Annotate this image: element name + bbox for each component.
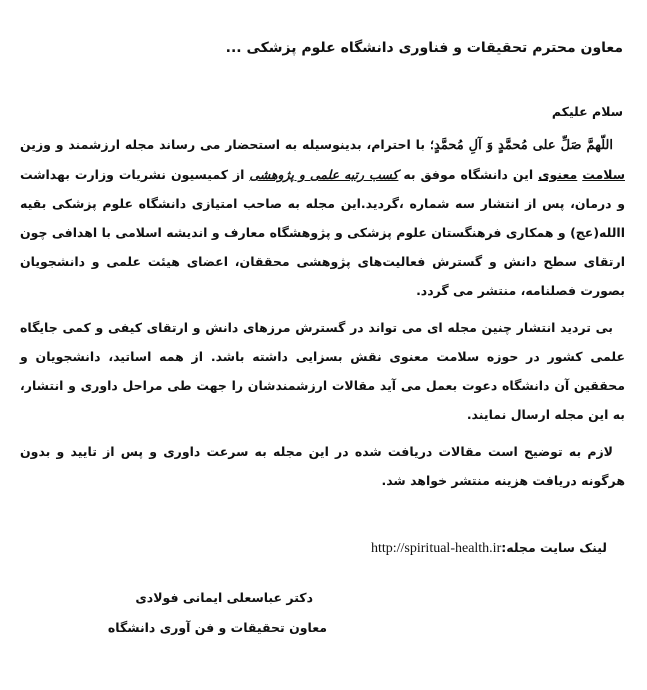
salawat-phrase: اللّهمَّ صَلِّ علی مُحمَّدٍ وَ آلِ مُحمَّدٍ؛ [429, 138, 613, 153]
paragraph-1-text-a: با احترام، بدینوسیله به استحضار می رساند مجله ارزشمند و وزین [20, 137, 430, 152]
signer-name: دکتر عباسعلی ایمانی فولادی [135, 590, 313, 605]
paragraph-2 [20, 313, 625, 429]
paragraph-1-text-b: این دانشگاه موفق به [398, 167, 539, 182]
website-row [371, 540, 607, 557]
website-label: لینک سایت مجله: [501, 540, 607, 555]
journal-name-manavi: معنوی [538, 167, 578, 182]
signature-block [108, 583, 327, 643]
letter-title: معاون محترم تحقیقات و فناوری دانشگاه علوم پزشکی ... [225, 40, 623, 56]
paragraph-1 [20, 130, 625, 305]
paragraph-3-text: لازم به توضیح است مقالات دریافت شده در این مجله به سرعت داوری و پس از تایید و بدون هرگونه دریافت هزینه منتشر خواهد شد. [20, 444, 625, 488]
journal-name-salamat: سلامت [582, 167, 625, 182]
paragraph-2-text: بی تردید انتشار چنین مجله ای می تواند در گسترش مرزهای دانش و ارتقای کیفی و کمی جایگاه علمی کشور در حوزه سلامت معنوی نقش بسزایی داشته باشد. از همه اساتید، دانشجویان و محققین آن دانشگاه دعوت بعمل می آید مقالات ارزشمندشان را جهت طی مراحل داوری و انتشار، به این مجله ارسال نمایند. [20, 320, 625, 422]
scientific-rank-phrase: کسب رتبه علمی و پژوهشی [249, 167, 399, 182]
greeting: سلام علیکم [551, 104, 623, 119]
paragraph-3 [20, 437, 625, 495]
website-link[interactable]: http://spiritual-health.ir [370, 541, 502, 556]
letter-body [20, 130, 625, 495]
paragraph-1-text-c: از کمیسیون نشریات وزارت بهداشت و درمان، پس از انتشار سه شماره ،گردید.این مجله به صاحب امتیازی دانشگاه علوم پزشکی بقیه االله(عج) و همکاری فرهنگستان علوم پزشکی و پژوهشگاه معارف و اندیشه اسلامی با اهدافی چون ارتقای سطح دانش و گسترش فعالیت‌های پژوهشی محققان، اعضای هیئت علمی و دانشجویان بصورت فصلنامه، منتشر می گردد. [20, 167, 625, 298]
signer-title: معاون تحقیقات‌ و فن آوری دانشگاه [107, 620, 327, 635]
